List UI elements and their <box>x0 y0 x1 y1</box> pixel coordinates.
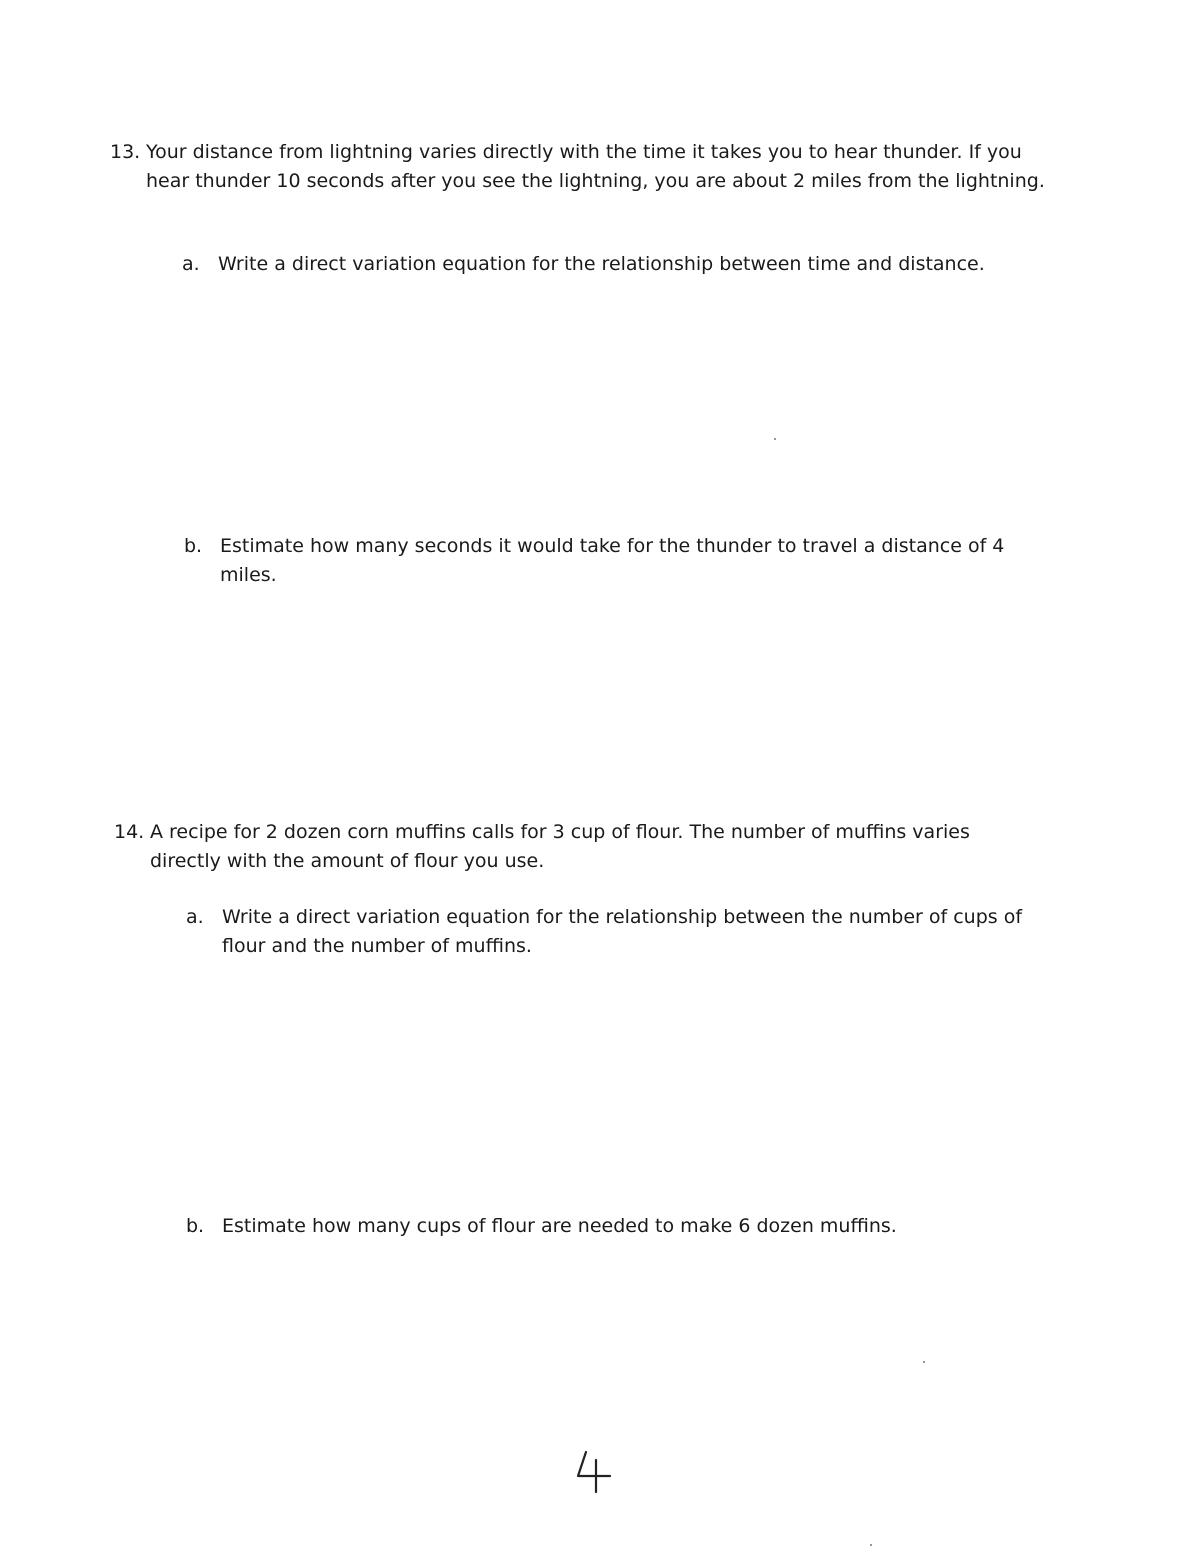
question-14 <box>114 818 1034 876</box>
scan-speck <box>870 1544 872 1546</box>
question-14-part-b <box>186 1212 1046 1241</box>
question-number: 13. <box>110 141 141 163</box>
question-number: 14. <box>114 821 145 843</box>
part-text: Estimate how many cups of flour are needed to make 6 dozen muffins. <box>222 1215 897 1237</box>
part-text: Write a direct variation equation for the relationship between time and distance. <box>218 253 985 275</box>
part-label: a. <box>186 906 204 928</box>
question-13 <box>110 138 1050 196</box>
question-14-part-a <box>186 903 1066 961</box>
part-text: Estimate how many seconds it would take for the thunder to travel a distance of 4 miles. <box>220 535 1005 586</box>
part-label: b. <box>186 1215 205 1237</box>
part-label: a. <box>182 253 200 275</box>
question-text: Your distance from lightning varies directly with the time it takes you to hear thunder. If you hear thunder 10 seconds after you see the lightning, you are about 2 miles from the lightning. <box>146 141 1045 192</box>
part-label: b. <box>184 535 203 557</box>
question-13-part-a <box>182 250 1042 279</box>
scan-speck <box>774 438 776 440</box>
question-13-part-b <box>184 532 1054 590</box>
question-text: A recipe for 2 dozen corn muffins calls for 3 cup of flour. The number of muffins varies directly with the amount of flour you use. <box>150 821 970 872</box>
part-text: Write a direct variation equation for the relationship between the number of cups of flour and the number of muffins. <box>222 906 1023 957</box>
handwritten-page-number <box>572 1448 616 1494</box>
scan-speck <box>923 1361 925 1363</box>
